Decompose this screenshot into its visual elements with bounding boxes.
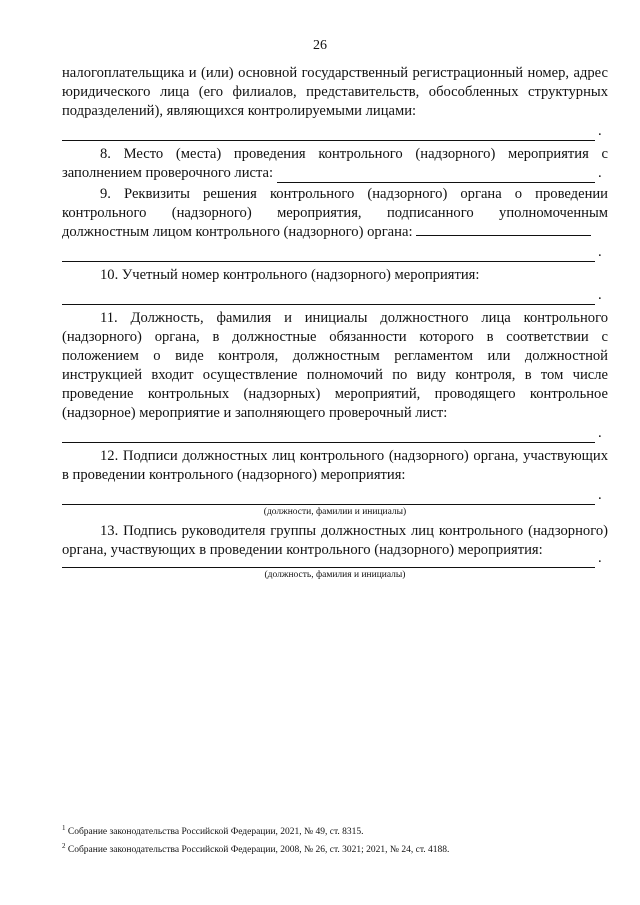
footnotes xyxy=(62,821,608,857)
item-11: 11. Должность, фамилия и инициалы должностного лица контрольного (надзорного) органа, в должностные обязанности которого в соответствии с положением о виде контроля, должностным регламентом или должностной инструкцией входит осуществление полномочий по виду контроля, в том числе проведение контрольных (надзорных) мероприятий, проводящего контрольное (надзорное) мероприятие и заполняющего проверочный лист: xyxy=(62,310,608,421)
footnote-2-text: Собрание законодательства Российской Федерации, 2008, № 26, ст. 3021; 2021, № 24, ст. 4188. xyxy=(67,845,450,856)
blank-rule xyxy=(62,490,595,505)
line-end-dot: . xyxy=(598,287,602,303)
leader-caption: (должность, фамилия и инициалы) xyxy=(264,570,406,580)
page-number: 26 xyxy=(313,38,327,53)
blank-rule xyxy=(62,247,595,262)
blank-rule xyxy=(62,290,595,305)
blank-rule xyxy=(62,561,595,568)
place-blank xyxy=(277,168,595,183)
intro-paragraph: налогоплательщика и (или) основной государственный регистрационный номер, адрес юридического лица (его филиалов, представительств, обособленных структурных подразделений), являющихся контролируемыми лицами: xyxy=(62,65,608,119)
item-13: 13. Подпись руководителя группы должностных лиц контрольного (надзорного) органа, участвующих в проведении контрольного (надзорного) мероприятия: xyxy=(62,523,608,558)
official-line xyxy=(62,423,608,443)
item-9-text: 9. Реквизиты решения контрольного (надзорного) органа о проведении контрольного (надзорного) мероприятия, подписанного уполномоченным должностным лицом контрольного (надзорного) органа: xyxy=(62,186,608,240)
line-end-dot: . xyxy=(598,550,602,566)
signatures-line xyxy=(62,485,608,505)
blank-rule xyxy=(62,428,595,443)
line-end-dot: . xyxy=(598,244,602,260)
decision-line xyxy=(62,242,608,262)
item-8-line-2 xyxy=(62,164,608,183)
line-end-dot: . xyxy=(598,487,602,503)
footnote-1-mark: 1 xyxy=(62,824,66,832)
footnote-2-mark: 2 xyxy=(62,842,66,851)
blank-rule xyxy=(62,126,595,141)
footnote-1-text: Собрание законодательства Российской Федерации, 2021, № 49, ст. 8315. xyxy=(67,827,364,838)
form-body xyxy=(62,64,608,581)
item-12: 12. Подписи должностных лиц контрольного (надзорного) органа, участвующих в проведении контрольного (надзорного) мероприятия: xyxy=(62,448,608,483)
decision-blank xyxy=(416,223,591,236)
contact-info-line xyxy=(62,121,608,141)
line-end-dot: . xyxy=(598,165,602,181)
signatures-caption: (должности, фамилии и инициалы) xyxy=(263,507,407,517)
line-end-dot: . xyxy=(598,123,602,139)
item-8-label: заполнением проверочного листа: xyxy=(62,165,274,181)
item-10: 10. Учетный номер контрольного (надзорного) мероприятия: xyxy=(100,267,480,283)
record-number-line xyxy=(62,285,608,305)
footnote-1 xyxy=(62,821,608,839)
item-8-line-1: 8. Место (места) проведения контрольного (надзорного) мероприятия с xyxy=(100,146,608,162)
item-9 xyxy=(62,185,608,242)
footnote-2 xyxy=(62,839,608,857)
line-end-dot: . xyxy=(598,425,602,441)
leader-signature-line xyxy=(62,550,608,568)
